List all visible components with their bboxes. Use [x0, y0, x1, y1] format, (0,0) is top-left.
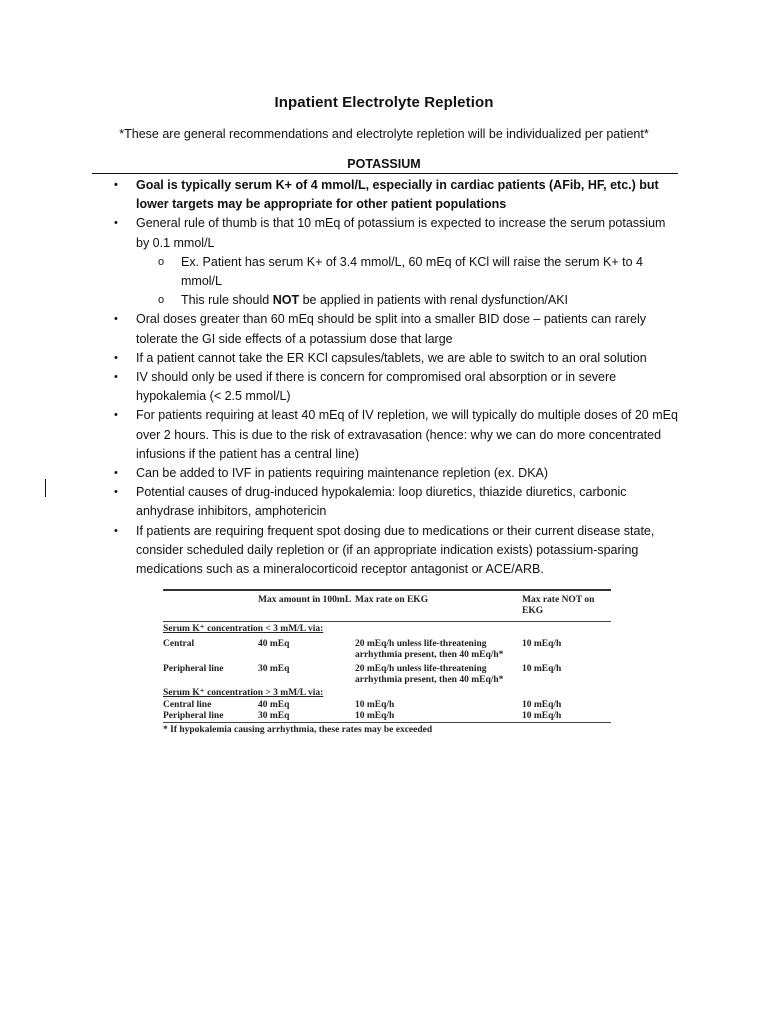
list-item [0, 176, 768, 214]
sub-list-item [0, 253, 768, 291]
table-header-cell: Max amount in 100mL [258, 595, 352, 605]
sub-list-item [0, 291, 768, 310]
potassium-iv-rate-table [163, 589, 611, 736]
table-cell: 20 mEq/h unless life-threatening arrhythmia present, then 40 mEq/h* [355, 639, 504, 660]
table-group-heading: Serum K⁺ concentration > 3 mM/L via: [163, 688, 324, 698]
list-item [0, 349, 768, 368]
list-item [0, 310, 768, 348]
list-item [0, 464, 768, 483]
bullet-icon: • [114, 371, 118, 384]
emphasis-text: NOT [272, 293, 300, 308]
bullet-text: Goal is typically serum K+ of 4 mmol/L, especially in cardiac patients (AFib, HF, etc.) but lower targets may be appropriate for other patient populations [136, 178, 659, 212]
bullet-text: IV should only be used if there is concern for compromised oral absorption or in severe hypokalemia (< 2.5 mmol/L) [136, 370, 617, 404]
bullet-icon: • [114, 409, 118, 422]
table-header-row [163, 591, 611, 621]
sub-bullet-icon: o [158, 294, 165, 307]
bullet-icon: • [114, 467, 118, 480]
table-group-heading: Serum K⁺ concentration < 3 mM/L via: [163, 624, 324, 634]
table-cell: 10 mEq/h [355, 700, 395, 710]
bullet-text: Potential causes of drug-induced hypokalemia: loop diuretics, thiazide diuretics, carbonic anhydrase inhibitors, amphotericin [136, 485, 627, 519]
section-heading-potassium: POTASSIUM [347, 157, 421, 171]
sub-bullet-icon: o [158, 255, 165, 268]
table-row [163, 661, 611, 686]
page-title: Inpatient Electrolyte Repletion [274, 94, 494, 111]
table-cell: Peripheral line [163, 711, 224, 721]
section-divider [92, 173, 678, 174]
list-item [0, 214, 768, 252]
bullet-text: Can be added to IVF in patients requiring maintenance repletion (ex. DKA) [136, 466, 549, 481]
table-cell: Central line [163, 700, 212, 710]
bullet-text: Ex. Patient has serum K+ of 3.4 mmol/L, 60 mEq of KCl will raise the serum K+ to 4 mmol/L [181, 254, 644, 289]
list-item [0, 522, 768, 580]
bullet-text: Oral doses greater than 60 mEq should be split into a smaller BID dose – patients can rarely tolerate the GI side effects of a potassium dose that large [136, 312, 646, 346]
bullet-icon: • [114, 524, 118, 537]
table-cell: 40 mEq [258, 700, 290, 710]
table-row [163, 636, 611, 661]
bullet-text: If patients are requiring frequent spot dosing due to medications or their current disease state, consider scheduled daily repletion or (if an appropriate indication exists) potassium-sparing medications such as a mineralocorticoid receptor antagonist or ACE/ARB. [136, 523, 655, 577]
table-header-cell: Max rate on EKG [355, 595, 429, 605]
table-cell: 30 mEq [258, 664, 290, 674]
table-cell: 10 mEq/h [522, 711, 562, 721]
table-cell: Peripheral line [163, 664, 224, 674]
bullet-icon: • [114, 217, 118, 230]
bullet-icon: • [114, 179, 118, 191]
table-row [163, 711, 611, 722]
list-item [0, 483, 768, 521]
bullet-text: This rule should [181, 293, 273, 308]
text-cursor [45, 479, 46, 497]
bullet-text: If a patient cannot take the ER KCl capsules/tablets, we are able to switch to an oral solution [136, 350, 647, 365]
table-cell: 10 mEq/h [355, 711, 395, 721]
list-item [0, 368, 768, 406]
bullet-text: For patients requiring at least 40 mEq of IV repletion, we will typically do multiple doses of 20 mEq over 2 hours. This is due to the risk of extravasation (hence: why we can do more concentrated infusions if the patient has a central line) [136, 408, 678, 461]
list-item [0, 406, 768, 464]
table-cell: Central [163, 639, 195, 649]
table-cell: 10 mEq/h [522, 664, 562, 674]
table-row [163, 700, 611, 711]
table-header-cell: Max rate NOT on EKG [522, 595, 595, 616]
table-cell: 40 mEq [258, 639, 290, 649]
table-cell: 30 mEq [258, 711, 290, 721]
table-cell: 10 mEq/h [522, 639, 562, 649]
bullet-text: be applied in patients with renal dysfunction/AKI [299, 293, 569, 308]
bullet-text: General rule of thumb is that 10 mEq of potassium is expected to increase the serum potassium by 0.1 mmol/L [136, 216, 666, 250]
page-subtitle: *These are general recommendations and electrolyte repletion will be individualized per patient* [119, 127, 649, 141]
table-cell: 20 mEq/h unless life-threatening arrhythmia present, then 40 mEq/h* [355, 664, 504, 685]
bullet-list [0, 176, 768, 579]
table-footnote: * If hypokalemia causing arrhythmia, these rates may be exceeded [163, 725, 433, 735]
table-header-cell [163, 595, 258, 617]
table-cell: 10 mEq/h [522, 700, 562, 710]
bullet-icon: • [114, 486, 118, 499]
bullet-icon: • [114, 313, 118, 326]
bullet-icon: • [114, 351, 118, 364]
